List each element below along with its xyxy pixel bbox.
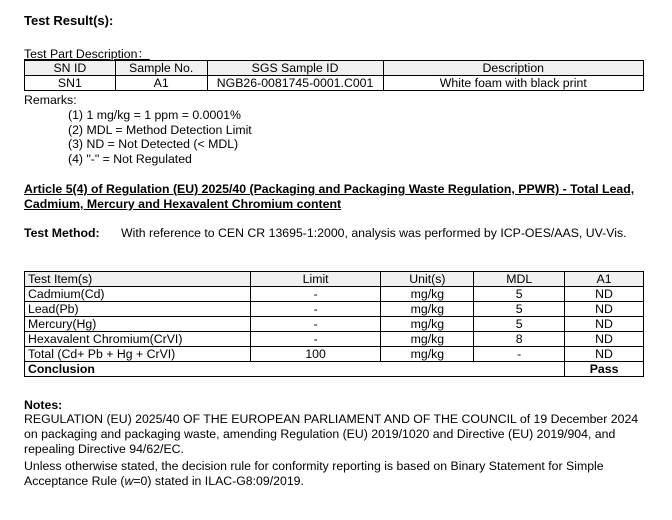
header-cell: Sample No.: [115, 61, 207, 76]
table-cell: 5: [474, 302, 565, 317]
table-row: [25, 76, 644, 91]
table-cell: ND: [565, 347, 644, 362]
table-cell: -: [250, 287, 381, 302]
table-cell: ND: [565, 302, 644, 317]
notes-w-symbol: w: [124, 474, 134, 488]
table-cell: 5: [474, 287, 565, 302]
table-cell: White foam with black print: [383, 76, 643, 91]
remark-item: (4) "-" = Not Regulated: [68, 152, 192, 166]
table-cell: mg/kg: [381, 332, 474, 347]
table-cell: 5: [474, 317, 565, 332]
table-cell: -: [250, 317, 381, 332]
header-cell: Limit: [250, 272, 381, 287]
table-cell: Mercury(Hg): [25, 317, 251, 332]
sample-table-header: [25, 61, 644, 76]
table-cell: Lead(Pb): [25, 302, 251, 317]
notes-label: Notes:: [24, 398, 63, 412]
result-table: [24, 271, 644, 377]
remark-item: (2) MDL = Method Detection Limit: [68, 123, 252, 137]
table-cell: Total (Cd+ Pb + Hg + CrVI): [25, 347, 251, 362]
table-cell: Cadmium(Cd): [25, 287, 251, 302]
table-cell: ND: [565, 317, 644, 332]
table-row: [25, 302, 644, 317]
header-cell: A1: [565, 272, 644, 287]
table-cell: 8: [474, 332, 565, 347]
header-cell: SN ID: [25, 61, 116, 76]
remark-item: (3) ND = Not Detected (< MDL): [68, 137, 239, 151]
sample-table: [24, 60, 644, 91]
table-cell: 100: [250, 347, 381, 362]
conclusion-label: Conclusion: [25, 362, 565, 377]
table-row: [25, 332, 644, 347]
table-cell: -: [250, 302, 381, 317]
notes-body: [24, 412, 646, 489]
table-cell: Hexavalent Chromium(CrVI): [25, 332, 251, 347]
test-method-label: Test Method:: [24, 226, 100, 240]
part-description-label: Test Part Description：: [24, 47, 150, 61]
notes-paragraph-start: Unless otherwise stated, the decision rule for conformity reporting is based on Binary Statement for Simple Acceptance Rule (: [24, 459, 604, 488]
table-cell: ND: [565, 332, 644, 347]
header-cell: Unit(s): [381, 272, 474, 287]
header-cell: Description: [383, 61, 643, 76]
remark-item: (1) 1 mg/kg = 1 ppm = 0.0001%: [68, 108, 241, 122]
table-cell: -: [250, 332, 381, 347]
table-row: [25, 317, 644, 332]
conclusion-row: [25, 362, 644, 377]
table-cell: ND: [565, 287, 644, 302]
header-cell: SGS Sample ID: [207, 61, 383, 76]
notes-paragraph-end: =0) stated in ILAC-G8:09/2019.: [133, 474, 304, 488]
table-cell: -: [474, 347, 565, 362]
result-table-header: [25, 272, 644, 287]
table-cell: mg/kg: [381, 287, 474, 302]
notes-paragraph: [24, 459, 646, 489]
table-cell: mg/kg: [381, 317, 474, 332]
table-cell: A1: [115, 76, 207, 91]
test-method-text: With reference to CEN CR 13695-1:2000, analysis was performed by ICP-OES/AAS, UV-Vis.: [121, 226, 627, 240]
table-cell: mg/kg: [381, 347, 474, 362]
table-cell: NGB26-0081745-0001.C001: [207, 76, 383, 91]
table-row: [25, 347, 644, 362]
table-cell: mg/kg: [381, 302, 474, 317]
page-title: Test Result(s):: [24, 13, 114, 28]
table-cell: SN1: [25, 76, 116, 91]
remarks-label: Remarks:: [24, 93, 77, 107]
table-row: [25, 287, 644, 302]
header-cell: Test Item(s): [25, 272, 251, 287]
conclusion-value: Pass: [565, 362, 644, 377]
article-title: Article 5(4) of Regulation (EU) 2025/40 (Packaging and Packaging Waste Regulation, PPWR) - Total Lead, Cadmium, Mercury and Hexavalent Chromium content: [24, 182, 635, 211]
notes-paragraph: REGULATION (EU) 2025/40 OF THE EUROPEAN PARLIAMENT AND OF THE COUNCIL of 19 December 2024 on packaging and packaging waste, amending Regulation (EU) 2019/1020 and Directive (EU) 2019/904, and repealing Directive 94/62/EC.: [24, 412, 639, 456]
header-cell: MDL: [474, 272, 565, 287]
